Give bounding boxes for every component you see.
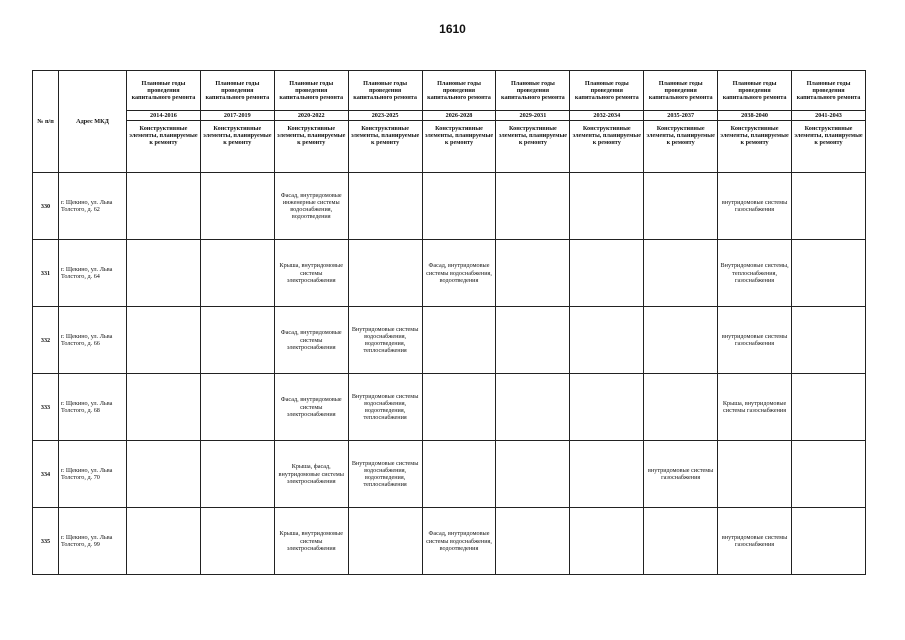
- repair-elements-cell: [792, 173, 866, 240]
- repair-elements-cell: Крыша, внутридомовые системы электроснабжения: [274, 240, 348, 307]
- header-row-years: [33, 111, 866, 121]
- repair-elements-cell: Фасад, внутридомовые системы водоснабжения, водоотведения: [422, 240, 496, 307]
- repair-elements-cell: [127, 374, 201, 441]
- repair-elements-cell: [644, 240, 718, 307]
- repair-elements-cell: [718, 441, 792, 508]
- repair-elements-cell: [644, 173, 718, 240]
- table-row: [33, 307, 866, 374]
- address-cell: г. Щекино, ул. Льва Толстого, д. 64: [59, 240, 127, 307]
- repair-elements-cell: [127, 508, 201, 575]
- repair-elements-cell: Фасад, внутридомовые системы электроснабжения: [274, 374, 348, 441]
- address-cell: г. Щекино, ул. Льва Толстого, д. 66: [59, 307, 127, 374]
- repair-elements-cell: [792, 441, 866, 508]
- column-header-period: Плановые годы проведения капитального ремонта: [496, 71, 570, 111]
- repair-elements-cell: Крыша, внутридомовые системы газоснабжения: [718, 374, 792, 441]
- repair-elements-cell: [496, 173, 570, 240]
- repair-elements-cell: [127, 441, 201, 508]
- repair-elements-cell: [792, 374, 866, 441]
- header-row-period: [33, 71, 866, 111]
- row-number: 333: [33, 374, 59, 441]
- capital-repair-table: [32, 70, 866, 575]
- repair-elements-cell: Внутридомовые системы, теплоснабжения, газоснабжения: [718, 240, 792, 307]
- repair-elements-cell: Внутридомовые системы водоснабжения, водоотведения, теплоснабжения: [348, 374, 422, 441]
- header-row-elements: [33, 121, 866, 173]
- repair-elements-cell: внутридомовые системы газоснабжения: [644, 441, 718, 508]
- repair-elements-cell: Крыша, внутридомовые системы электроснабжения: [274, 508, 348, 575]
- repair-elements-cell: [644, 374, 718, 441]
- column-header-elements: Конструктивные элементы, планируемые к ремонту: [718, 121, 792, 173]
- row-number: 332: [33, 307, 59, 374]
- repair-elements-cell: [422, 173, 496, 240]
- repair-elements-cell: Крыша, фасад, внутридомовые системы электроснабжения: [274, 441, 348, 508]
- address-cell: г. Щекино, ул. Льва Толстого, д. 62: [59, 173, 127, 240]
- repair-elements-cell: [496, 240, 570, 307]
- table-row: [33, 173, 866, 240]
- column-header-period: Плановые годы проведения капитального ремонта: [348, 71, 422, 111]
- repair-elements-cell: [570, 307, 644, 374]
- repair-elements-cell: [644, 508, 718, 575]
- address-cell: г. Щекино, ул. Льва Толстого, д. 68: [59, 374, 127, 441]
- column-header-elements: Конструктивные элементы, планируемые к ремонту: [200, 121, 274, 173]
- repair-elements-cell: [496, 307, 570, 374]
- year-range: 2014-2016: [127, 111, 201, 121]
- repair-elements-cell: внутридомовые системы газоснабжения: [718, 508, 792, 575]
- column-header-elements: Конструктивные элементы, планируемые к ремонту: [422, 121, 496, 173]
- column-header-elements: Конструктивные элементы, планируемые к ремонту: [644, 121, 718, 173]
- repair-elements-cell: [200, 374, 274, 441]
- year-range: 2023-2025: [348, 111, 422, 121]
- row-number: 330: [33, 173, 59, 240]
- column-header-period: Плановые годы проведения капитального ремонта: [570, 71, 644, 111]
- column-header-period: Плановые годы проведения капитального ремонта: [718, 71, 792, 111]
- year-range: 2029-2031: [496, 111, 570, 121]
- repair-elements-cell: [348, 173, 422, 240]
- row-number: 335: [33, 508, 59, 575]
- repair-elements-cell: [792, 240, 866, 307]
- repair-elements-cell: [570, 240, 644, 307]
- repair-elements-cell: [127, 173, 201, 240]
- column-header-period: Плановые годы проведения капитального ремонта: [127, 71, 201, 111]
- address-cell: г. Щекино, ул. Льва Толстого, д. 99: [59, 508, 127, 575]
- repair-elements-cell: [200, 307, 274, 374]
- table-row: [33, 441, 866, 508]
- column-header-period: Плановые годы проведения капитального ремонта: [274, 71, 348, 111]
- repair-elements-cell: [792, 307, 866, 374]
- repair-elements-cell: [644, 307, 718, 374]
- repair-elements-cell: [570, 173, 644, 240]
- repair-elements-cell: [570, 508, 644, 575]
- repair-elements-cell: [570, 441, 644, 508]
- row-number: 334: [33, 441, 59, 508]
- repair-elements-cell: [496, 441, 570, 508]
- repair-elements-cell: [422, 307, 496, 374]
- repair-elements-cell: [422, 374, 496, 441]
- repair-elements-cell: внутридомовые системы газоснабжения: [718, 307, 792, 374]
- repair-elements-cell: внутридомовые системы газоснабжения: [718, 173, 792, 240]
- repair-elements-cell: [200, 173, 274, 240]
- column-header-period: Плановые годы проведения капитального ремонта: [792, 71, 866, 111]
- repair-elements-cell: [348, 508, 422, 575]
- repair-elements-cell: [422, 441, 496, 508]
- repair-elements-cell: [570, 374, 644, 441]
- column-header-period: Плановые годы проведения капитального ремонта: [422, 71, 496, 111]
- repair-elements-cell: Фасад, внутридомовые системы водоснабжения, водоотведения: [422, 508, 496, 575]
- repair-elements-cell: [792, 508, 866, 575]
- row-number: 331: [33, 240, 59, 307]
- column-header-period: Плановые годы проведения капитального ремонта: [200, 71, 274, 111]
- column-header-elements: Конструктивные элементы, планируемые к ремонту: [348, 121, 422, 173]
- column-header-elements: Конструктивные элементы, планируемые к ремонту: [496, 121, 570, 173]
- repair-elements-cell: [496, 508, 570, 575]
- year-range: 2035-2037: [644, 111, 718, 121]
- repair-elements-cell: [200, 508, 274, 575]
- table-row: [33, 240, 866, 307]
- year-range: 2017-2019: [200, 111, 274, 121]
- address-cell: г. Щекино, ул. Льва Толстого, д. 70: [59, 441, 127, 508]
- repair-elements-cell: Фасад, внутридомовые системы электроснабжения: [274, 307, 348, 374]
- table-row: [33, 374, 866, 441]
- repair-elements-cell: [200, 240, 274, 307]
- column-header-period: Плановые годы проведения капитального ремонта: [644, 71, 718, 111]
- repair-elements-cell: [127, 307, 201, 374]
- column-header-elements: Конструктивные элементы, планируемые к ремонту: [570, 121, 644, 173]
- repair-elements-cell: Фасад, внутридомовые инженерные системы водоснабжения, водоотведения: [274, 173, 348, 240]
- column-header-elements: Конструктивные элементы, планируемые к ремонту: [792, 121, 866, 173]
- page-number: 1610: [439, 22, 466, 36]
- year-range: 2026-2028: [422, 111, 496, 121]
- repair-elements-cell: [127, 240, 201, 307]
- column-header-elements: Конструктивные элементы, планируемые к ремонту: [274, 121, 348, 173]
- year-range: 2041-2043: [792, 111, 866, 121]
- year-range: 2020-2022: [274, 111, 348, 121]
- repair-elements-cell: Внутридомовые системы водоснабжения, водоотведения, теплоснабжения: [348, 441, 422, 508]
- year-range: 2032-2034: [570, 111, 644, 121]
- column-header-elements: Конструктивные элементы, планируемые к ремонту: [127, 121, 201, 173]
- repair-elements-cell: [200, 441, 274, 508]
- repair-elements-cell: Внутридомовые системы водоснабжения, водоотведения, теплоснабжения: [348, 307, 422, 374]
- year-range: 2038-2040: [718, 111, 792, 121]
- column-header-address: Адрес МКД: [59, 71, 127, 173]
- repair-elements-cell: [496, 374, 570, 441]
- column-header-num: № п/п: [33, 71, 59, 173]
- repair-elements-cell: [348, 240, 422, 307]
- table-row: [33, 508, 866, 575]
